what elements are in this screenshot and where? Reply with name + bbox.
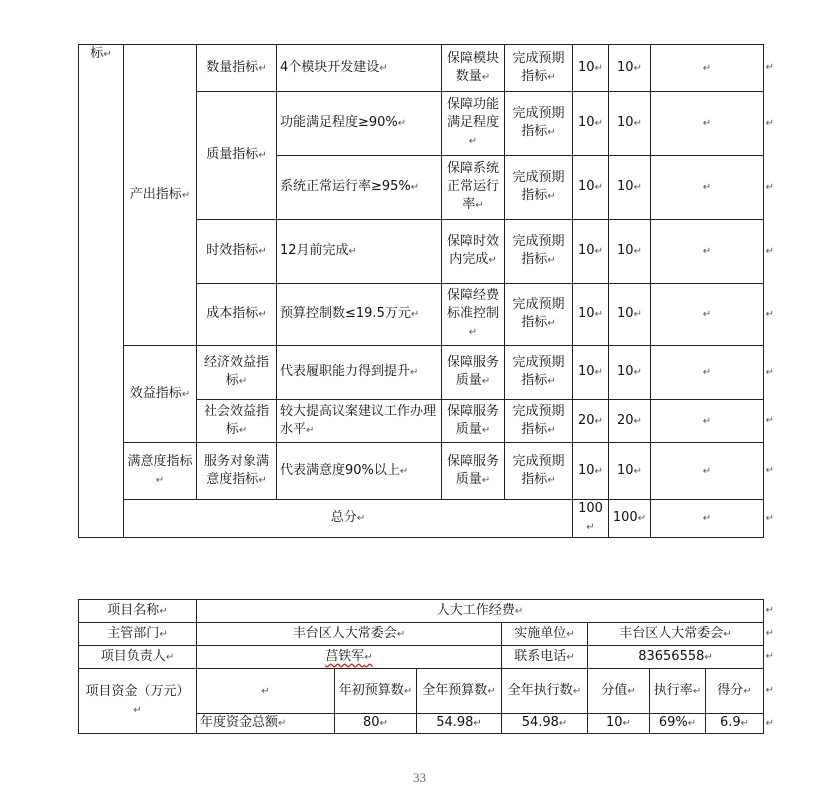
group-benefit: 效益指标 ↵ xyxy=(124,346,197,443)
score-value: 10 ↵ xyxy=(609,284,651,346)
target-value: 保障模块数量 ↵ xyxy=(442,45,505,92)
note-cell xyxy=(651,400,764,443)
funds-blank-header xyxy=(197,669,335,714)
project-name-label: 项目名称 ↵ xyxy=(79,600,197,623)
execution-rate-value: 69% ↵ xyxy=(650,714,706,734)
note-cell xyxy=(651,220,764,284)
target-value: 保障系统正常运行率 ↵ xyxy=(442,156,505,220)
total-note xyxy=(651,500,764,538)
total-label: 总分 ↵ xyxy=(124,500,573,538)
annual-budget-value: 54.98 ↵ xyxy=(417,714,502,734)
level1-indicator-cell: 标 ↵ xyxy=(79,45,124,538)
target-value: 保障服务质量 ↵ xyxy=(442,346,505,400)
weight-value: 10 ↵ xyxy=(573,346,609,400)
note-cell xyxy=(651,156,764,220)
page-number: 33 xyxy=(413,770,426,785)
total-weight: 100 ↵ xyxy=(573,500,609,538)
execution-rate-header: 执行率 ↵ xyxy=(650,669,706,714)
weight-value: 10 ↵ xyxy=(573,92,609,156)
annual-executed-value: 54.98 ↵ xyxy=(502,714,588,734)
project-funds-label: 项目资金（万元） ↵ xyxy=(79,669,197,734)
level3-indicator: 预算控制数≤19.5万元 ↵ xyxy=(277,284,442,346)
annual-budget-header: 全年预算数 ↵ xyxy=(417,669,502,714)
level2-indicator: 时效指标 ↵ xyxy=(197,220,277,284)
actual-value: 完成预期指标 ↵ xyxy=(505,346,573,400)
level3-indicator: 代表履职能力得到提升 ↵ xyxy=(277,346,442,400)
supervising-dept-label: 主管部门 ↵ xyxy=(79,623,197,646)
note-cell xyxy=(651,284,764,346)
project-info-table xyxy=(78,599,764,734)
group-output: 产出指标 ↵ xyxy=(124,45,197,346)
target-value: 保障时效内完成 ↵ xyxy=(442,220,505,284)
score-value: 10 ↵ xyxy=(609,220,651,284)
level2-indicator: 数量指标 ↵ xyxy=(197,45,277,92)
annual-executed-header: 全年执行数 ↵ xyxy=(502,669,588,714)
note-cell xyxy=(651,92,764,156)
contact-phone-label: 联系电话 ↵ xyxy=(502,646,588,669)
level2-indicator: 社会效益指标 ↵ xyxy=(197,400,277,443)
actual-value: 完成预期指标 ↵ xyxy=(505,92,573,156)
score-value: 10 ↵ xyxy=(609,45,651,92)
weight-value: 10 ↵ xyxy=(573,156,609,220)
weight-value: 10 ↵ xyxy=(573,220,609,284)
target-value: 保障服务质量 ↵ xyxy=(442,400,505,443)
score-value: 20 ↵ xyxy=(609,400,651,443)
target-value: 保障服务质量 ↵ xyxy=(442,443,505,500)
level2-indicator: 服务对象满意度指标 ↵ xyxy=(197,443,277,500)
project-leader-label: 项目负责人 ↵ xyxy=(79,646,197,669)
score-value: 10 ↵ xyxy=(609,156,651,220)
total-score: 100 ↵ xyxy=(609,500,651,538)
level2-indicator: 经济效益指标 ↵ xyxy=(197,346,277,400)
initial-budget-value: 80 ↵ xyxy=(335,714,417,734)
performance-indicator-table xyxy=(78,44,764,538)
score-value: 10 ↵ xyxy=(609,443,651,500)
level3-indicator: 4个模块开发建设 ↵ xyxy=(277,45,442,92)
contact-phone-value: ↵ 83656558 ↵ xyxy=(588,646,764,669)
actual-value: 完成预期指标 ↵ xyxy=(505,45,573,92)
level3-indicator: 12月前完成 ↵ xyxy=(277,220,442,284)
weight-value: 10 ↵ xyxy=(573,45,609,92)
project-name-value: ↵ 人大工作经费 ↵ xyxy=(197,600,764,623)
score-header: ↵ 得分 ↵ xyxy=(706,669,764,714)
score-value: 10 ↵ xyxy=(609,346,651,400)
level3-indicator: 较大提高议案建议工作办理水平 ↵ xyxy=(277,400,442,443)
actual-value: 完成预期指标 ↵ xyxy=(505,443,573,500)
actual-value: 完成预期指标 ↵ xyxy=(505,400,573,443)
actual-value: 完成预期指标 ↵ xyxy=(505,156,573,220)
project-leader-value: 莒铁军 ↵ xyxy=(197,646,502,669)
initial-budget-header: 年初预算数 ↵ xyxy=(335,669,417,714)
level3-indicator: 系统正常运行率≥95% ↵ xyxy=(277,156,442,220)
actual-value: 完成预期指标 ↵ xyxy=(505,284,573,346)
supervising-dept-value: 丰台区人大常委会 ↵ xyxy=(197,623,502,646)
weight-value: 10 ↵ xyxy=(573,284,609,346)
points-value: 10 ↵ xyxy=(588,714,650,734)
score-value: 10 ↵ xyxy=(609,92,651,156)
note-cell xyxy=(651,443,764,500)
target-value: 保障经费标准控制 ↵ xyxy=(442,284,505,346)
actual-value: 完成预期指标 ↵ xyxy=(505,220,573,284)
group-satisfaction: 满意度指标 ↵ xyxy=(124,443,197,500)
score-value: ↵ 6.9 ↵ xyxy=(706,714,764,734)
weight-value: 10 ↵ xyxy=(573,443,609,500)
level2-indicator: 质量指标 ↵ xyxy=(197,92,277,220)
points-header: 分值 ↵ xyxy=(588,669,650,714)
weight-value: 20 ↵ xyxy=(573,400,609,443)
implementing-unit-label: 实施单位 ↵ xyxy=(502,623,588,646)
implementing-unit-value: ↵ 丰台区人大常委会 ↵ xyxy=(588,623,764,646)
annual-total-label: 年度资金总额 ↵ xyxy=(197,714,335,734)
level3-indicator: 功能满足程度≥90% ↵ xyxy=(277,92,442,156)
target-value: 保障功能满足程度 ↵ xyxy=(442,92,505,156)
level3-indicator: 代表满意度90%以上 ↵ xyxy=(277,443,442,500)
level2-indicator: 成本指标 ↵ xyxy=(197,284,277,346)
note-cell xyxy=(651,346,764,400)
note-cell xyxy=(651,45,764,92)
